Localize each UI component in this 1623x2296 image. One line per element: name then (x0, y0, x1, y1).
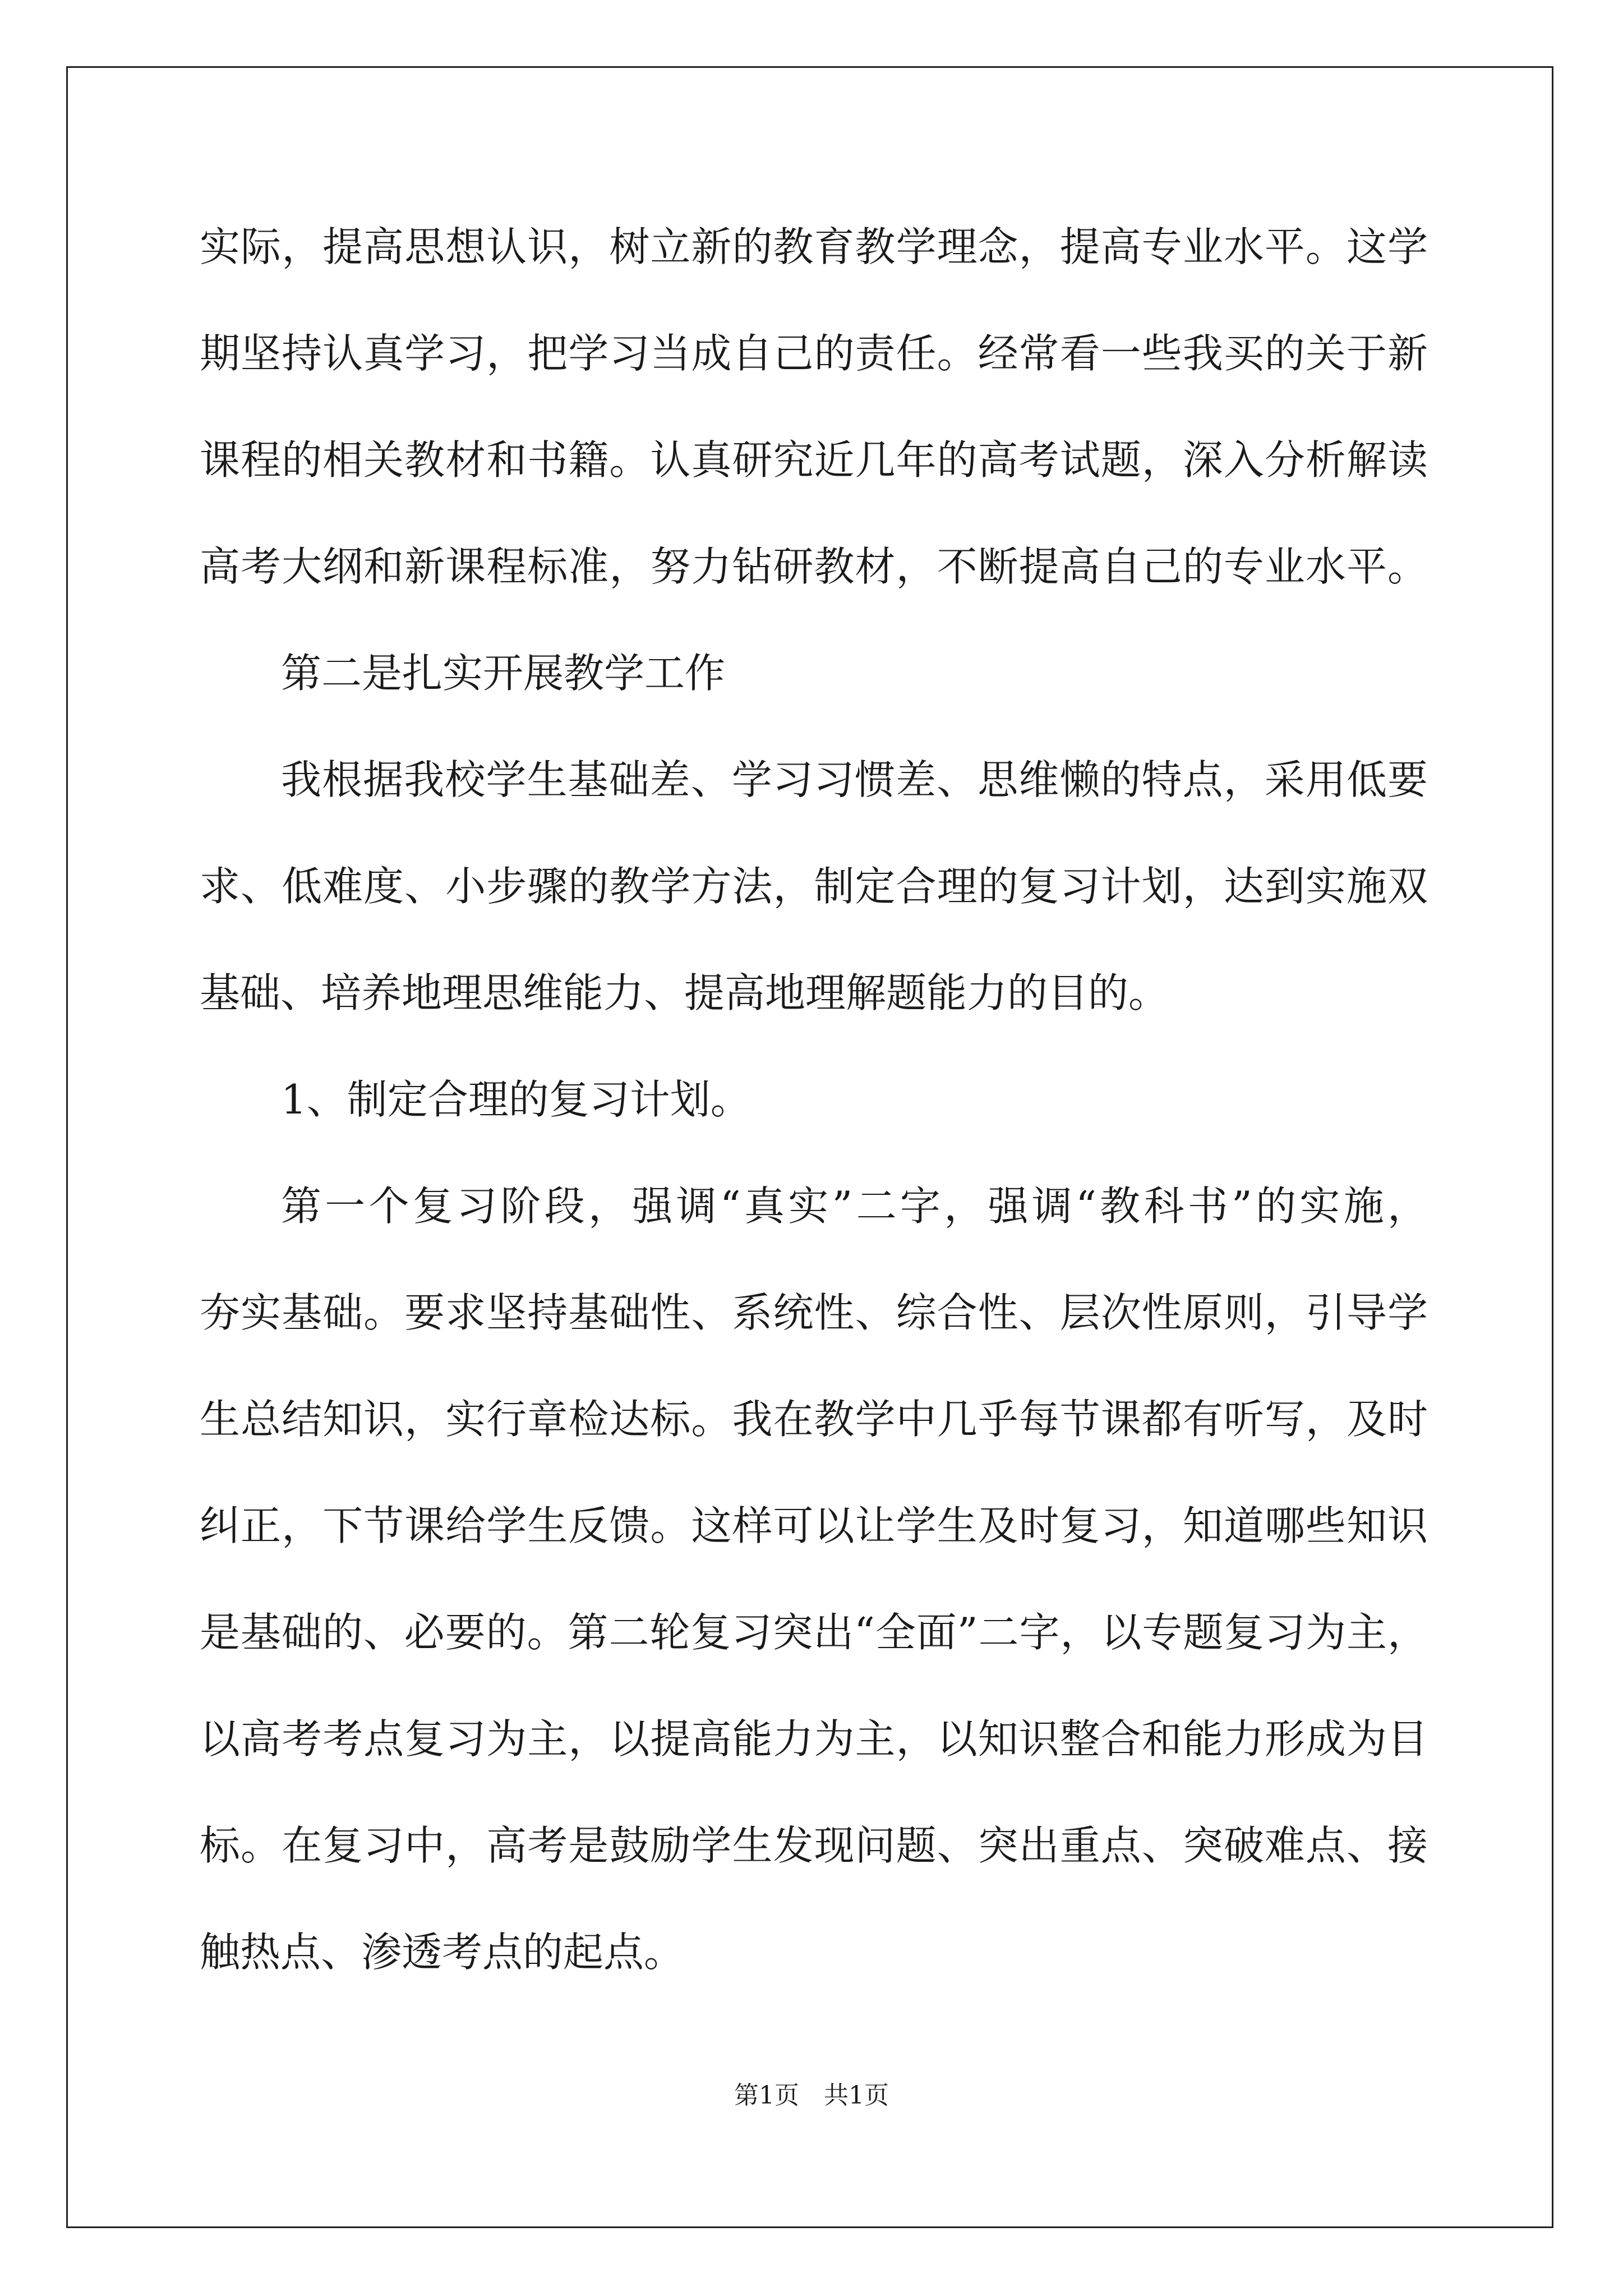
subsection-heading: 1、制定合理的复习计划。 (281, 1076, 751, 1123)
text-line: 基础、培养地理思维能力、提高地理解题能力的目的。 (200, 969, 1169, 1016)
text-line: 课程的相关教材和书籍。认真研究近几年的高考试题，深入分析解读 (200, 436, 1428, 484)
text-line: 求、低难度、小步骤的教学方法，制定合理的复习计划，达到实施双 (200, 863, 1428, 910)
text-line: 第一个复习阶段，强调“真实”二字，强调“教科书”的实施， (281, 1182, 1428, 1230)
page-number-footer: 第1页 共1页 (734, 2081, 889, 2110)
text-line: 触热点、渗透考点的起点。 (200, 1929, 685, 1976)
text-line: 标。在复习中，高考是鼓励学生发现问题、突出重点、突破难点、接 (200, 1822, 1428, 1869)
text-line: 期坚持认真学习，把学习当成自己的责任。经常看一些我买的关于新 (200, 330, 1428, 377)
text-line: 实际，提高思想认识，树立新的教育教学理念，提高专业水平。这学 (200, 223, 1428, 270)
text-line: 以高考考点复习为主，以提高能力为主，以知识整合和能力形成为目 (200, 1715, 1428, 1763)
text-line: 生总结知识，实行章检达标。我在教学中几乎每节课都有听写，及时 (200, 1396, 1428, 1443)
text-line: 是基础的、必要的。第二轮复习突出“全面”二字，以专题复习为主， (200, 1609, 1428, 1656)
text-line: 高考大纲和新课程标准，努力钻研教材，不断提高自己的专业水平。 (200, 543, 1428, 590)
section-heading: 第二是扎实开展教学工作 (281, 650, 726, 697)
page-border (66, 66, 1553, 2228)
text-line: 夯实基础。要求坚持基础性、系统性、综合性、层次性原则，引导学 (200, 1289, 1428, 1336)
text-line: 我根据我校学生基础差、学习习惯差、思维懒的特点，采用低要 (281, 756, 1428, 803)
text-line: 纠正，下节课给学生反馈。这样可以让学生及时复习，知道哪些知识 (200, 1502, 1428, 1549)
